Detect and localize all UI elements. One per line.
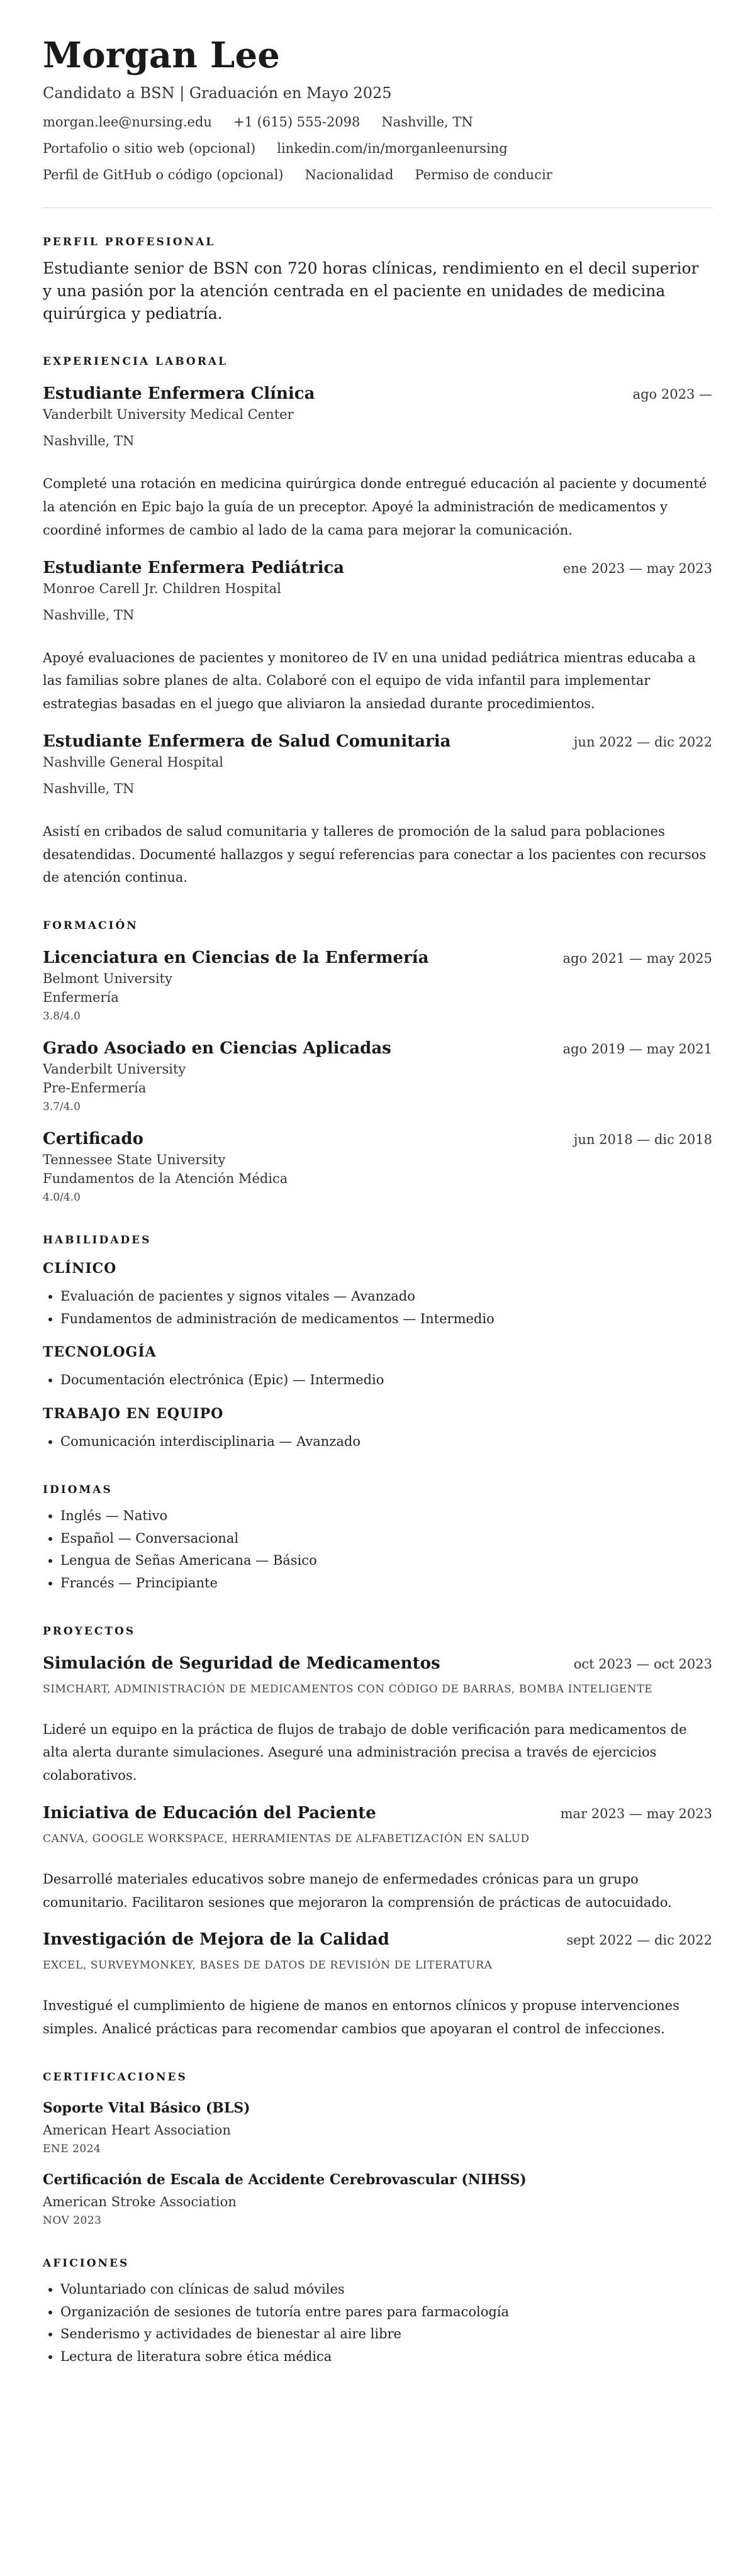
contact-row-2	[43, 141, 712, 156]
job-location: Nashville, TN	[43, 607, 135, 623]
skill-category: TRABAJO EN EQUIPO	[43, 1406, 224, 1423]
section-title-summary: PERFIL PROFESIONAL	[43, 235, 216, 248]
linkedin-link[interactable]: linkedin.com/in/morganleenursing	[277, 140, 508, 156]
hobby-item: • Senderismo y actividades de bienestar al aire libre	[60, 2323, 712, 2346]
summary-text: Estudiante senior de BSN con 720 horas clínicas, rendimiento en el decil superior y una pasión por la atención centrada en el paciente en unidades de medicina quirúrgica y pediatría.	[43, 258, 699, 323]
projects-section	[43, 1625, 712, 2041]
project-title: Iniciativa de Educación del Paciente	[43, 1803, 376, 1823]
degree-date: ago 2021 — may 2025	[562, 951, 712, 967]
section-title-certifications: CERTIFICACIONES	[43, 2070, 187, 2084]
certification-name: Certificación de Escala de Accidente Cerebrovascular (NIHSS)	[43, 2171, 527, 2188]
section-title-projects: PROYECTOS	[43, 1624, 136, 1638]
job-date: ene 2023 — may 2023	[562, 560, 712, 576]
hobby-item: • Voluntariado con clínicas de salud móviles	[60, 2279, 712, 2301]
email-link[interactable]: morgan.lee@nursing.edu	[43, 114, 212, 130]
certification-issuer: American Stroke Association	[43, 2194, 237, 2209]
section-title-experience: EXPERIENCIA LABORAL	[43, 355, 228, 369]
job-title: Estudiante Enfermera de Salud Comunitaria	[43, 731, 451, 751]
degree-title: Licenciatura en Ciencias de la Enfermería	[43, 948, 429, 968]
job-description: Asistí en cribados de salud comunitaria y talleres de promoción de la salud para poblaciones desatendidas. Documenté hallazgos y seguí referencias para conectar a los pacientes con recursos de atención continua.	[43, 823, 707, 886]
certification-item	[43, 2100, 712, 2155]
phone-number[interactable]: +1 (615) 555-2098	[233, 114, 361, 130]
portfolio-link[interactable]: Portafolio o sitio web (opcional)	[43, 140, 256, 156]
job-location: Nashville, TN	[43, 780, 135, 796]
degree-date: ago 2019 — may 2021	[562, 1041, 712, 1057]
degree-title: Certificado	[43, 1130, 143, 1149]
certifications-section	[43, 2071, 712, 2227]
experience-section	[43, 355, 712, 889]
hobby-list	[43, 2279, 712, 2368]
skill-list	[43, 1285, 712, 1330]
project-description: Investigué el cumplimiento de higiene de manos en entornos clínicos y propuse intervenciones simples. Analicé prácticas para recomendar cambios que apoyaran el control de infecciones.	[43, 1998, 680, 2037]
project-title: Simulación de Seguridad de Medicamentos	[43, 1653, 440, 1673]
job-title: Estudiante Enfermera Clínica	[43, 384, 315, 404]
project-title: Investigación de Mejora de la Calidad	[43, 1930, 389, 1950]
skill-list	[43, 1431, 712, 1453]
language-item: • Lengua de Señas Americana — Básico	[60, 1550, 712, 1572]
degree-title: Grado Asociado en Ciencias Aplicadas	[43, 1039, 391, 1058]
skill-list	[43, 1369, 712, 1392]
education-item	[43, 1130, 712, 1204]
nationality: Nacionalidad	[305, 167, 394, 182]
education-item	[43, 948, 712, 1023]
field-of-study: Pre-Enfermería	[43, 1080, 147, 1096]
project-item	[43, 1930, 712, 2041]
language-item: • Inglés — Nativo	[60, 1505, 712, 1528]
languages-section	[43, 1484, 712, 1595]
skill-item: • Fundamentos de administración de medicamentos — Intermedio	[60, 1308, 712, 1331]
summary-section	[43, 236, 712, 326]
skill-item: • Evaluación de pacientes y signos vitales — Avanzado	[60, 1285, 712, 1308]
job-employer: Vanderbilt University Medical Center	[43, 407, 294, 423]
language-item: • Francés — Principiante	[60, 1572, 712, 1595]
job-description: Apoyé evaluaciones de pacientes y monitoreo de IV en una unidad pediátrica mientras educaba a las familias sobre planes de alta. Colaboré con el equipo de vida infantil para implementar estrategias basadas en el juego que aliviaron la ansiedad durante procedimientos.	[43, 650, 696, 712]
job-location: Nashville, TN	[43, 433, 135, 449]
skills-section	[43, 1234, 712, 1453]
education-section	[43, 919, 712, 1204]
project-technologies: CANVA, GOOGLE WORKSPACE, HERRAMIENTAS DE ALFABETIZACIÓN EN SALUD	[43, 1832, 530, 1845]
school-name: Belmont University	[43, 971, 172, 987]
section-title-hobbies: AFICIONES	[43, 2257, 130, 2270]
skill-category: TECNOLOGÍA	[43, 1344, 157, 1361]
degree-date: jun 2018 — dic 2018	[573, 1132, 712, 1148]
certification-issuer: American Heart Association	[43, 2122, 231, 2138]
job-date: ago 2023 —	[632, 387, 712, 402]
education-item	[43, 1039, 712, 1113]
certification-date: ENE 2024	[43, 2142, 101, 2155]
github-link[interactable]: Perfil de GitHub o código (opcional)	[43, 167, 284, 182]
project-date: sept 2022 — dic 2022	[566, 1933, 712, 1948]
experience-item	[43, 558, 712, 716]
job-date: jun 2022 — dic 2022	[573, 734, 712, 750]
section-title-skills: HABILIDADES	[43, 1234, 152, 1247]
project-item	[43, 1654, 712, 1787]
gpa: 4.0/4.0	[43, 1191, 81, 1204]
language-list	[43, 1505, 712, 1595]
hobby-item: • Lectura de literatura sobre ética médica	[60, 2346, 712, 2368]
headline: Candidato a BSN | Graduación en Mayo 2025	[43, 84, 392, 102]
contact-row-3	[43, 167, 712, 182]
skill-item: • Comunicación interdisciplinaria — Avanzado	[60, 1431, 712, 1453]
gpa: 3.7/4.0	[43, 1101, 81, 1114]
project-technologies: EXCEL, SURVEYMONKEY, BASES DE DATOS DE REVISIÓN DE LITERATURA	[43, 1959, 493, 1972]
certification-item	[43, 2172, 712, 2227]
section-title-languages: IDIOMAS	[43, 1483, 113, 1496]
hobby-item: • Organización de sesiones de tutoría entre pares para farmacología	[60, 2301, 712, 2324]
project-description: Lideré un equipo en la práctica de flujos de trabajo de doble verificación para medicamentos de alta alerta durante simulaciones. Aseguré una administración precisa a través de ejercicios colaborativos.	[43, 1721, 687, 1784]
skill-category: CLÍNICO	[43, 1260, 117, 1277]
project-date: mar 2023 — may 2023	[560, 1806, 712, 1821]
section-title-education: FORMACIÓN	[43, 919, 138, 933]
job-description: Completé una rotación en medicina quirúrgica donde entregué educación al paciente y documenté la atención en Epic bajo la guía de un preceptor. Apoyé la administración de medicamentos y coordiné informes de cambio al lado de la cama para mejorar la comunicación.	[43, 476, 707, 538]
candidate-name: Morgan Lee	[43, 35, 281, 76]
project-technologies: SIMCHART, ADMINISTRACIÓN DE MEDICAMENTOS CON CÓDIGO DE BARRAS, BOMBA INTELIGENTE	[43, 1682, 653, 1696]
skill-item: • Documentación electrónica (Epic) — Intermedio	[60, 1369, 712, 1392]
experience-item	[43, 732, 712, 889]
certification-date: NOV 2023	[43, 2214, 102, 2227]
hobbies-section	[43, 2257, 712, 2368]
job-employer: Nashville General Hospital	[43, 754, 223, 770]
school-name: Tennessee State University	[43, 1152, 226, 1168]
location: Nashville, TN	[381, 114, 473, 130]
job-title: Estudiante Enfermera Pediátrica	[43, 558, 345, 577]
project-item	[43, 1804, 712, 1914]
contact-row-1	[43, 114, 712, 130]
school-name: Vanderbilt University	[43, 1062, 186, 1077]
project-date: oct 2023 — oct 2023	[573, 1656, 712, 1672]
certification-name: Soporte Vital Básico (BLS)	[43, 2099, 250, 2116]
job-employer: Monroe Carell Jr. Children Hospital	[43, 580, 281, 596]
field-of-study: Enfermería	[43, 990, 119, 1006]
gpa: 3.8/4.0	[43, 1010, 81, 1023]
project-description: Desarrollé materiales educativos sobre manejo de enfermedades crónicas para un grupo comunitario. Facilitaron sesiones que mejoraron la comprensión de prácticas de autocuidado.	[43, 1871, 672, 1910]
experience-item	[43, 384, 712, 541]
language-item: • Español — Conversacional	[60, 1528, 712, 1550]
field-of-study: Fundamentos de la Atención Médica	[43, 1171, 288, 1187]
driving-license: Permiso de conducir	[415, 167, 552, 182]
